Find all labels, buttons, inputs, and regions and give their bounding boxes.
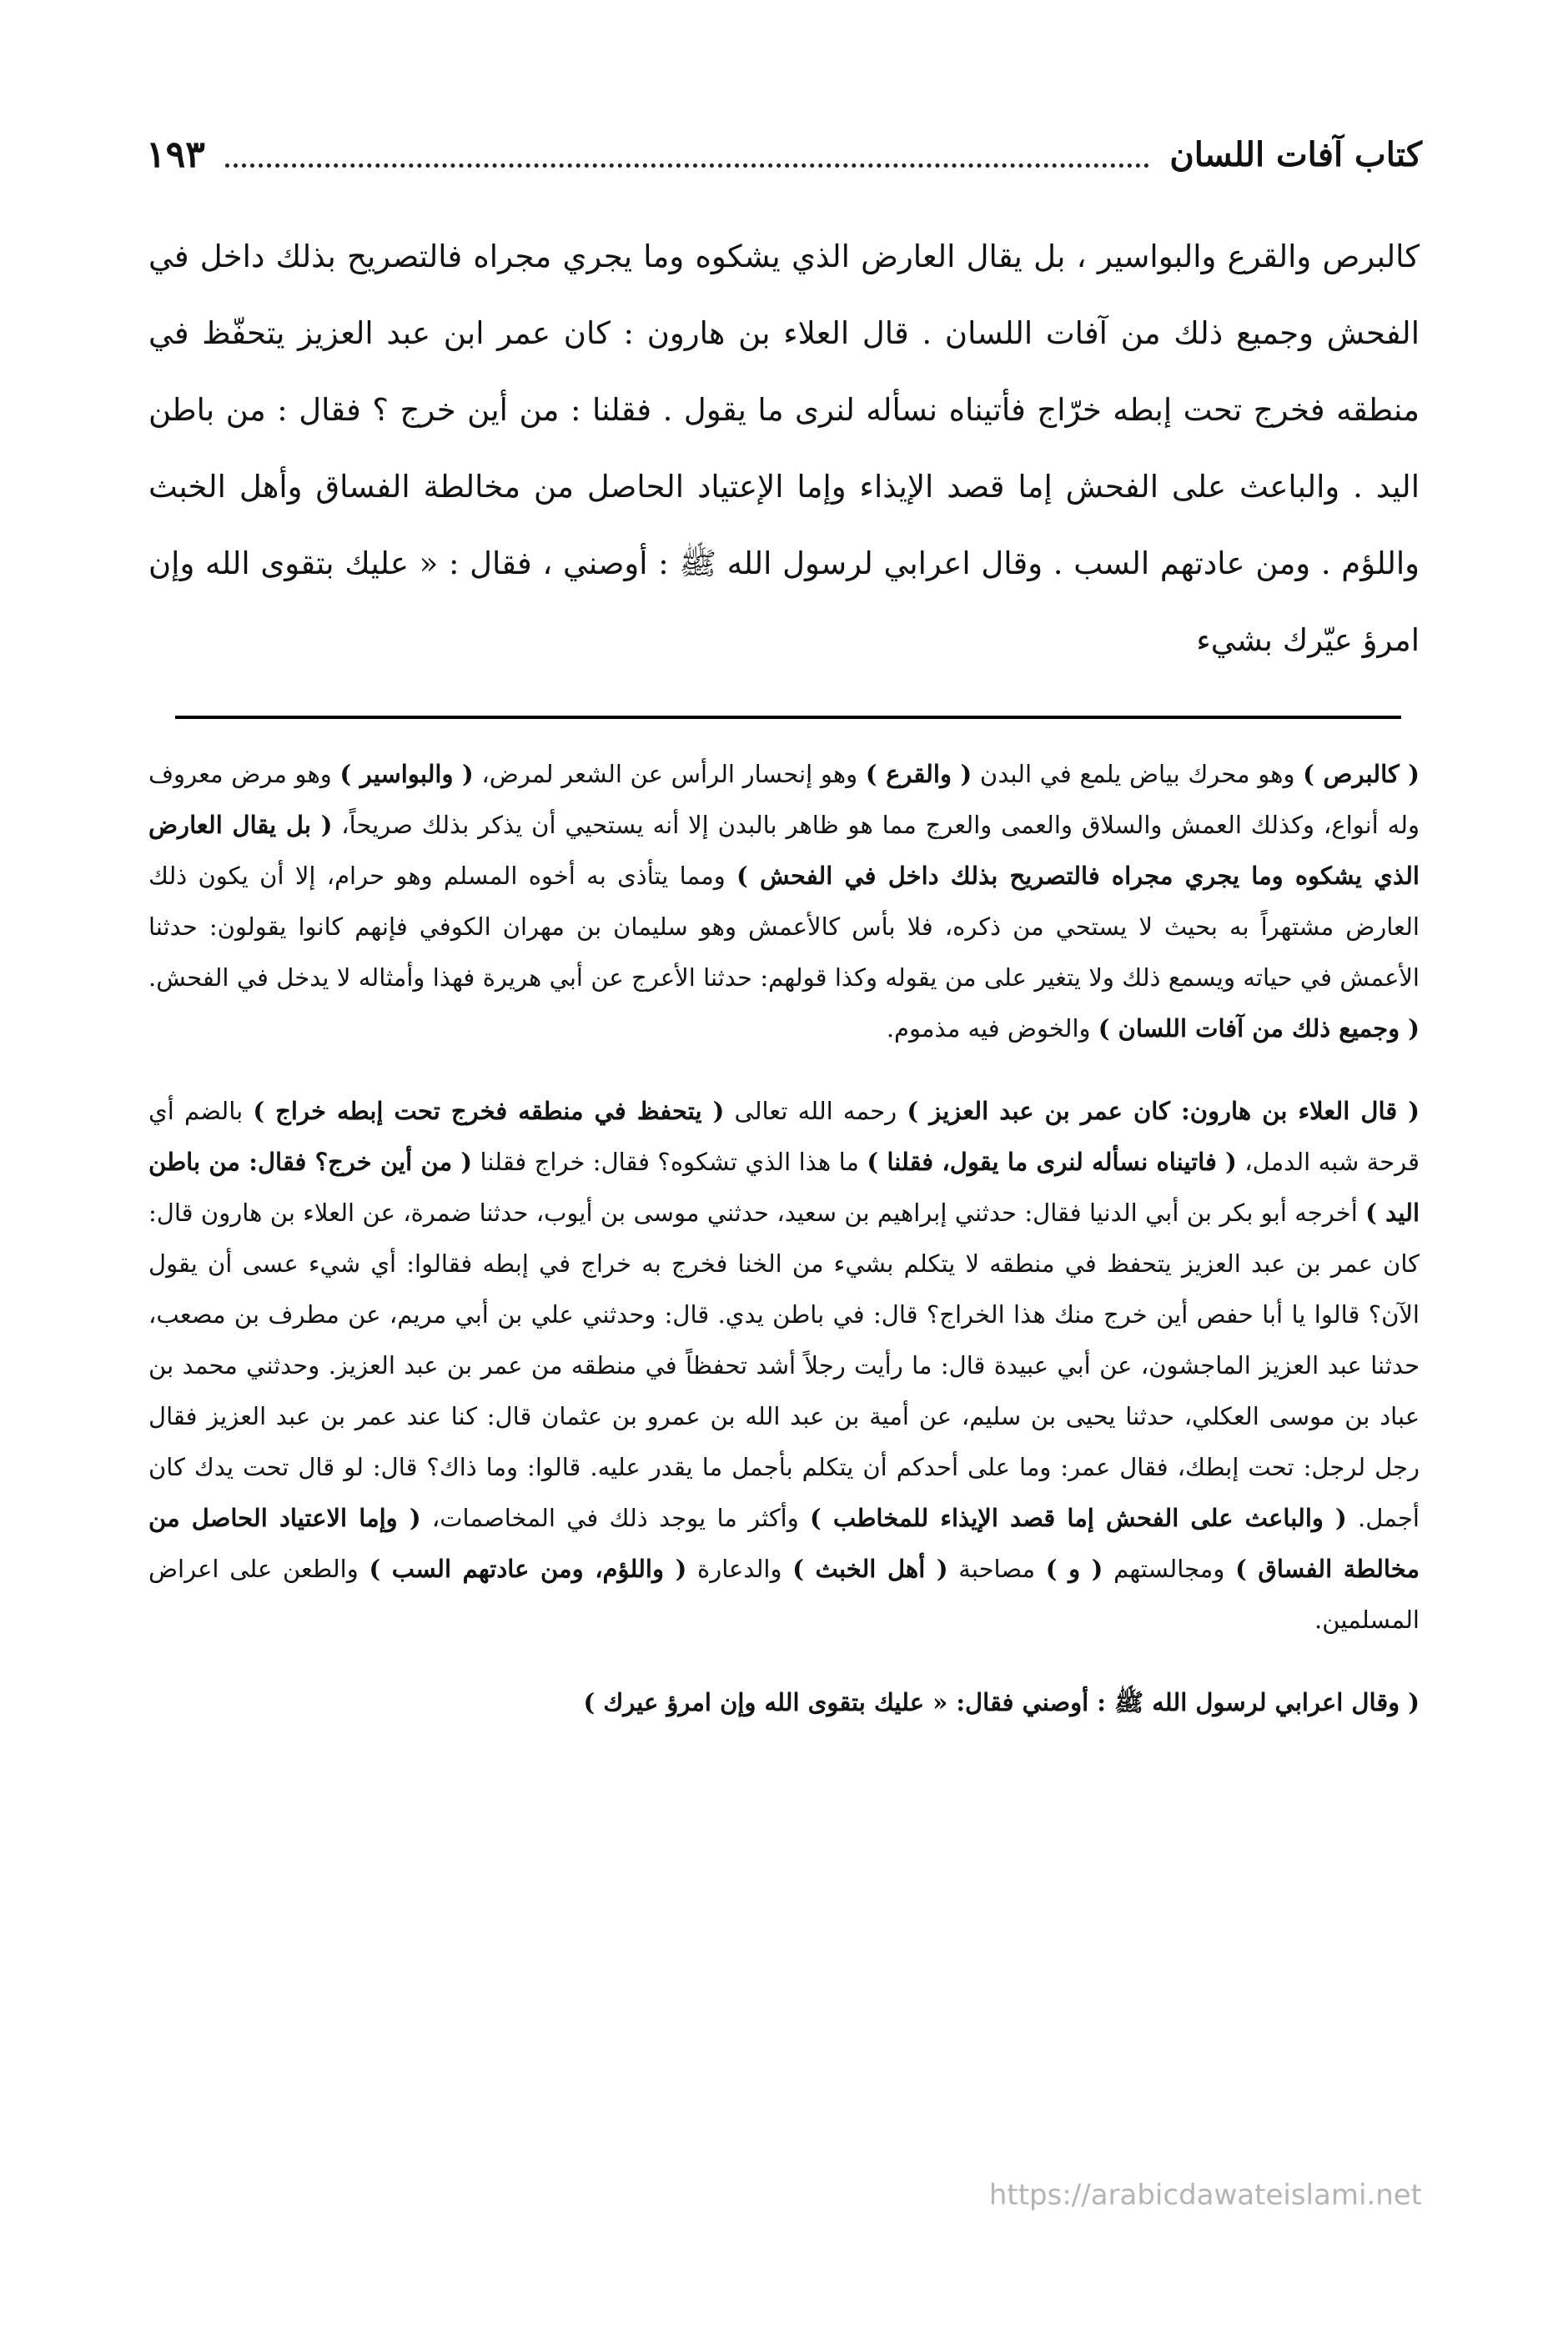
commentary-text: ما هذا الذي تشكوه؟ فقال: خراج فقلنا	[472, 1148, 867, 1176]
quoted-source-text: ( من أين خرج؟ فقال: من باطن اليد )	[148, 1148, 1420, 1227]
commentary-paragraph-3	[148, 1677, 1420, 1728]
quoted-source-text: ( كالبرص )	[1303, 760, 1420, 788]
quoted-source-text: ( وجميع ذلك من آفات اللسان )	[1098, 1014, 1420, 1043]
main-paragraph: كالبرص والقرع والبواسير ، بل يقال العارض الذي يشكوه وما يجري مجراه فالتصريح بذلك داخل في الفحش وجميع ذلك من آفات اللسان . قال العلاء بن هارون : كان عمر ابن عبد العزيز يتحفّظ في منطقه فخرج تحت إبطه خرّاج فأتيناه نسأله لنرى ما يقول . فقلنا : من أين خرج ؟ فقال : من باطن اليد . والباعث على الفحش إما قصد الإيذاء وإما الإعتياد الحاصل من مخالطة الفساق وأهل الخبث واللؤم . ومن عادتهم السب . وقال اعرابي لرسول الله ﷺ : أوصني ، فقال : « عليك بتقوى الله وإن امرؤ عيّرك بشيء	[148, 239, 1420, 658]
quoted-source-text: ( فاتيناه نسأله لنرى ما يقول، فقلنا )	[867, 1148, 1237, 1176]
commentary-text: وهو محرك بياض يلمع في البدن	[972, 760, 1304, 788]
quoted-source-text: ( يتحفظ في منطقه فخرج تحت إبطه خراج )	[253, 1097, 725, 1125]
footnote-separator-rule	[175, 716, 1401, 719]
quoted-source-text: ( وإما الاعتياد الحاصل من مخالطة الفساق )	[148, 1504, 1420, 1583]
commentary-paragraph-1	[148, 749, 1420, 1054]
quoted-source-text: ( واللؤم، ومن عادتهم السب )	[369, 1555, 687, 1583]
quoted-source-text: ( والبواسير )	[339, 760, 474, 788]
commentary-text: ومما يتأذى به أخوه المسلم وهو حرام، إلا أن يكون ذلك العارض مشتهراً به بحيث لا يستحي من ذكره، فلا بأس كالأعمش وهو سليمان بن مهران الكوفي فإنهم كانوا يقولون: حدثنا الأعمش في حياته ويسمع ذلك ولا يتغير على من يقوله وكذا قولهم: حدثنا الأعرج عن أبي هريرة فهذا وأمثاله لا يدخل في الفحش.	[148, 862, 1420, 992]
page-number: ١٩٣	[146, 133, 205, 176]
commentary-text: والخوض فيه مذموم.	[886, 1014, 1098, 1043]
commentary-text: بالضم أي قرحة شبه الدمل،	[148, 1097, 1420, 1176]
commentary-paragraph-2	[148, 1086, 1420, 1646]
quoted-source-text: ( بل يقال العارض الذي يشكوه وما يجري مجراه فالتصريح بذلك داخل في الفحش )	[148, 811, 1420, 890]
quoted-source-text: ( وقال اعرابي لرسول الله ﷺ : أوصني فقال: « عليك بتقوى الله وإن امرؤ عيرك )	[583, 1688, 1420, 1716]
dotted-leader	[225, 142, 1149, 168]
watermark-url: https://arabicdawateislami.net	[988, 2179, 1422, 2212]
quoted-source-text: ( و )	[1045, 1555, 1103, 1583]
page-header	[146, 125, 1422, 183]
quoted-source-text: ( أهل الخبث )	[792, 1555, 948, 1583]
quoted-source-text: ( قال العلاء بن هارون: كان عمر بن عبد العزيز )	[907, 1097, 1420, 1125]
commentary-text: وهو إنحسار الرأس عن الشعر لمرض،	[473, 760, 866, 788]
commentary-text: ومجالستهم	[1103, 1555, 1236, 1583]
commentary-text: مصاحبة	[947, 1555, 1046, 1583]
quoted-source-text: ( والباعث على الفحش إما قصد الإيذاء للمخاطب )	[809, 1504, 1347, 1532]
quoted-source-text: ( والقرع )	[865, 760, 972, 788]
commentary-text: وأكثر ما يوجد ذلك في المخاصمات،	[420, 1504, 810, 1532]
commentary-text: رحمه الله تعالى	[724, 1097, 907, 1125]
commentary-text: والدعارة	[686, 1555, 793, 1583]
commentary-text: أخرجه أبو بكر بن أبي الدنيا فقال: حدثني إبراهيم بن سعيد، حدثني موسى بن أيوب، حدثنا ضمرة، عن العلاء بن هارون قال: كان عمر بن عبد العزيز يتحفظ في منطقه لا يتكلم بشيء من الخنا فخرج به خراج في إبطه فقالوا: أي شيء عسى أن يقول الآن؟ قالوا يا أبا حفص أين خرج منك هذا الخراج؟ قال: في باطن يدي. قال: وحدثني علي بن أبي مريم، عن مطرف بن مصعب، حدثنا عبد العزيز الماجشون، عن أبي عبيدة قال: ما رأيت رجلاً أشد تحفظاً في منطقه من عمر بن عبد العزيز. وحدثني محمد بن عباد بن موسى العكلي، حدثنا يحيى بن سليم، عن أمية بن عبد الله بن عمرو بن عثمان قال: كنا عند عمر بن عبد العزيز فقال رجل لرجل: تحت إبطك، فقال عمر: وما على أحدكم أن يتكلم بأجمل ما يقدر عليه. قالوا: وما ذاك؟ قال: لو قال تحت يدك كان أجمل.	[148, 1199, 1420, 1532]
main-text	[148, 219, 1420, 679]
commentary	[148, 749, 1420, 1728]
commentary-text: وهو مرض معروف وله أنواع، وكذلك العمش والسلاق والعمى والعرج مما هو ظاهر بالبدن إلا أنه يستحيي أن يذكر بذلك صريحاً،	[148, 760, 1420, 839]
commentary-text: والطعن على اعراض المسلمين.	[148, 1555, 1420, 1634]
running-title: كتاب آفات اللسان	[1169, 134, 1422, 174]
